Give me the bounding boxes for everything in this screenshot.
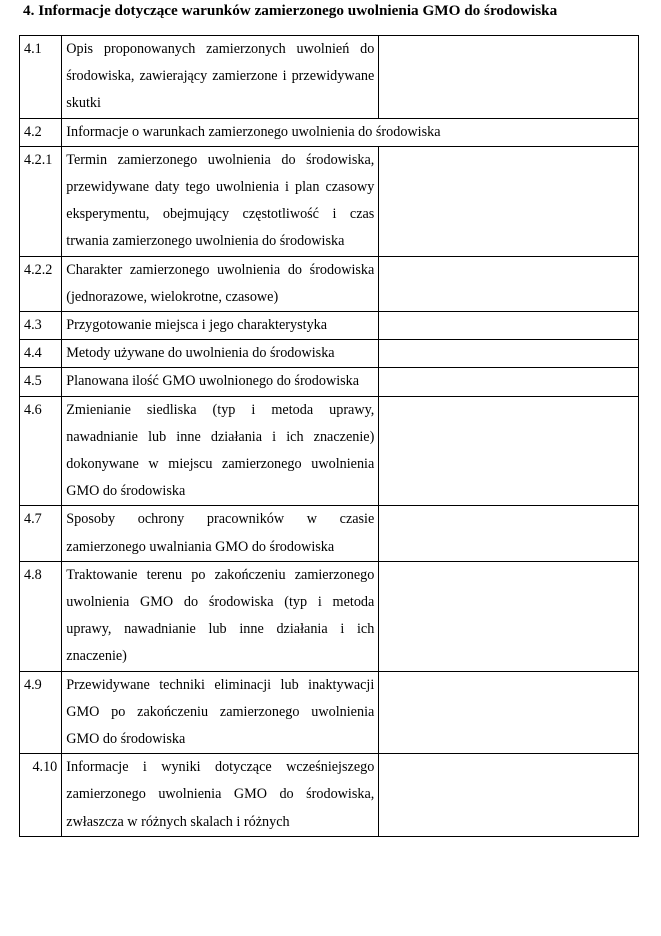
row-number: 4.6	[20, 396, 62, 506]
row-description: Planowana ilość GMO uwolnionego do środowiska	[62, 368, 379, 396]
row-description: Metody używane do uwolnienia do środowiska	[62, 340, 379, 368]
row-answer-cell	[379, 561, 639, 671]
table-row	[20, 118, 639, 146]
row-number: 4.2	[20, 118, 62, 146]
row-answer-cell	[379, 312, 639, 340]
row-number: 4.4	[20, 340, 62, 368]
section-heading: 4. Informacje dotyczące warunków zamierzonego uwolnienia GMO do środowiska	[23, 2, 558, 19]
row-description: Sposoby ochrony pracowników w czasie zamierzonego uwalniania GMO do środowiska	[62, 506, 379, 561]
table-row	[20, 506, 639, 561]
table-row	[20, 146, 639, 256]
row-description: Informacje o warunkach zamierzonego uwolnienia do środowiska	[62, 118, 639, 146]
row-number: 4.9	[20, 671, 62, 754]
row-description: Przewidywane techniki eliminacji lub inaktywacji GMO po zakończeniu zamierzonego uwolnienia GMO do środowiska	[62, 671, 379, 754]
row-answer-cell	[379, 340, 639, 368]
table-row	[20, 36, 639, 119]
row-description: Przygotowanie miejsca i jego charakterystyka	[62, 312, 379, 340]
table-row	[20, 312, 639, 340]
release-conditions-table	[19, 35, 639, 837]
table-row	[20, 368, 639, 396]
row-description: Charakter zamierzonego uwolnienia do środowiska (jednorazowe, wielokrotne, czasowe)	[62, 256, 379, 311]
row-description: Traktowanie terenu po zakończeniu zamierzonego uwolnienia GMO do środowiska (typ i metoda uprawy, nawadnianie lub inne działania i ich znaczenie)	[62, 561, 379, 671]
table-row	[20, 256, 639, 311]
row-description: Informacje i wyniki dotyczące wcześniejszego zamierzonego uwolnienia GMO do środowiska, zwłaszcza w różnych skalach i różnych	[62, 754, 379, 837]
table-row	[20, 340, 639, 368]
row-number: 4.2.1	[20, 146, 62, 256]
table-row	[20, 561, 639, 671]
row-number: 4.8	[20, 561, 62, 671]
row-number: 4.7	[20, 506, 62, 561]
row-answer-cell	[379, 671, 639, 754]
row-answer-cell	[379, 396, 639, 506]
table-row	[20, 396, 639, 506]
row-number: 4.2.2	[20, 256, 62, 311]
row-answer-cell	[379, 146, 639, 256]
row-number: 4.5	[20, 368, 62, 396]
row-answer-cell	[379, 368, 639, 396]
row-description: Zmienianie siedliska (typ i metoda uprawy, nawadnianie lub inne działania i ich znaczenie) dokonywane w miejscu zamierzonego uwolnienia GMO do środowiska	[62, 396, 379, 506]
row-number: 4.3	[20, 312, 62, 340]
row-number: 4.10	[20, 754, 62, 837]
row-answer-cell	[379, 506, 639, 561]
row-description: Opis proponowanych zamierzonych uwolnień do środowiska, zawierający zamierzone i przewidywane skutki	[62, 36, 379, 119]
row-number: 4.1	[20, 36, 62, 119]
row-answer-cell	[379, 754, 639, 837]
table-row	[20, 671, 639, 754]
row-answer-cell	[379, 256, 639, 311]
row-description: Termin zamierzonego uwolnienia do środowiska, przewidywane daty tego uwolnienia i plan czasowy eksperymentu, obejmujący częstotliwość i czas trwania zamierzonego uwolnienia do środowiska	[62, 146, 379, 256]
table-row	[20, 754, 639, 837]
row-answer-cell	[379, 36, 639, 119]
